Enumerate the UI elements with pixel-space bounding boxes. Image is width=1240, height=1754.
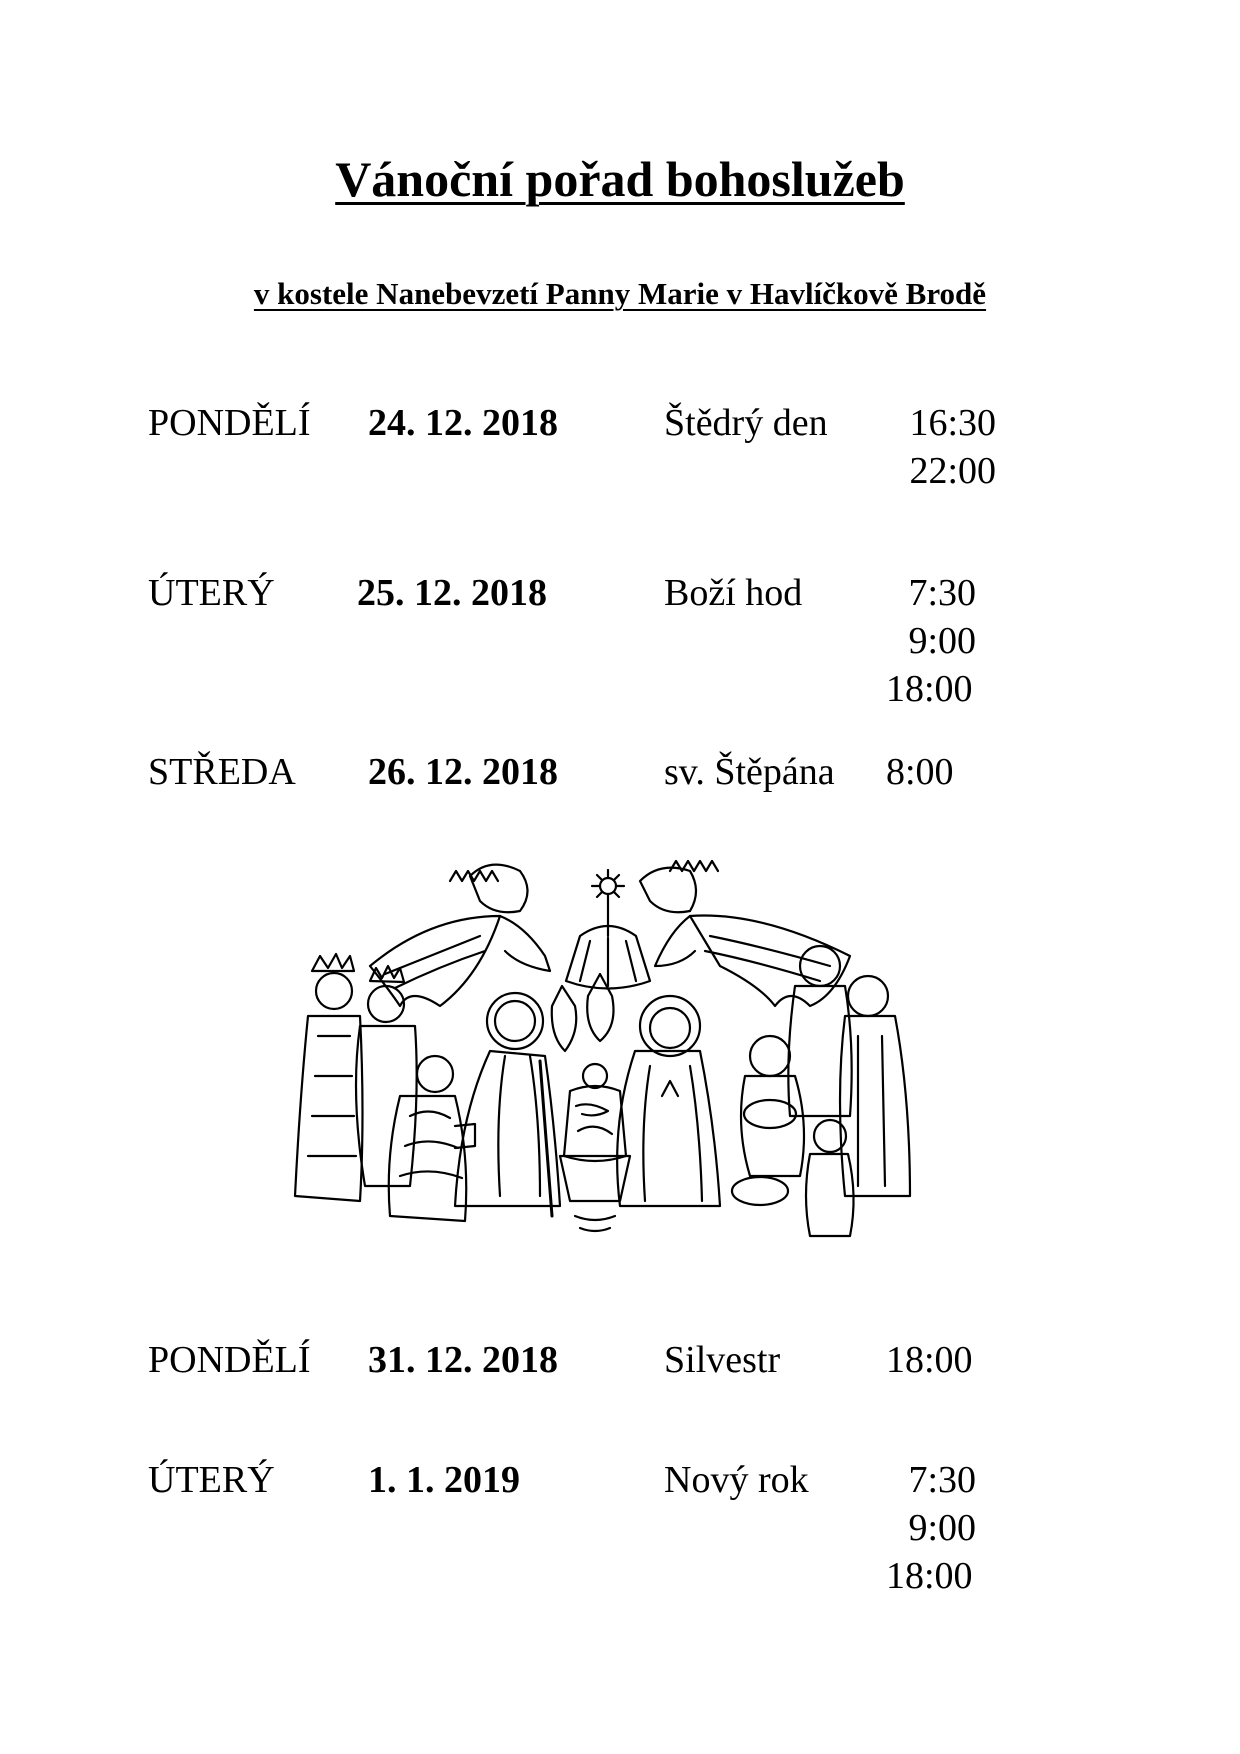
schedule-date: 24. 12. 2018: [368, 402, 558, 444]
schedule-time: 16:30: [909, 402, 996, 444]
child-shepherd-figure: [806, 1120, 854, 1236]
schedule-feast: Boží hod: [664, 572, 803, 614]
nativity-scene-illustration: [290, 856, 950, 1256]
schedule-time: 7:30: [908, 1459, 976, 1501]
page-title: Vánoční pořad bohoslužeb: [335, 151, 905, 207]
page-subtitle: v kostele Nanebevzetí Panny Marie v Havlíčkově Brodě: [253, 276, 987, 311]
left-angel-figure: [370, 865, 550, 1006]
schedule-time: 18:00: [886, 1555, 973, 1597]
shepherd-with-lamb-figure: [732, 1036, 804, 1205]
schedule-times: [886, 569, 976, 713]
schedule-time: 18:00: [886, 1339, 973, 1381]
schedule-date: 1. 1. 2019: [368, 1459, 520, 1501]
schedule-time: 22:00: [909, 450, 996, 492]
schedule-feast: sv. Štěpána: [664, 751, 835, 793]
schedule-time: 8:00: [886, 751, 954, 793]
schedule-date: 26. 12. 2018: [368, 751, 558, 793]
joseph-figure: [455, 993, 560, 1216]
schedule-times: [886, 748, 996, 796]
schedule-times: [886, 399, 996, 495]
schedule-day: STŘEDA: [148, 751, 296, 793]
schedule-day: PONDĚLÍ: [148, 402, 311, 444]
schedule-time: 9:00: [908, 620, 976, 662]
king-figure: [356, 966, 417, 1186]
right-angel-figure: [640, 861, 850, 1006]
schedule-day: PONDĚLÍ: [148, 1339, 311, 1381]
schedule-time: 7:30: [908, 572, 976, 614]
schedule-date: 25. 12. 2018: [357, 572, 547, 614]
schedule-times: [886, 1456, 976, 1600]
schedule-day: ÚTERÝ: [148, 572, 275, 614]
schedule-feast: Štědrý den: [664, 402, 828, 444]
schedule-time: 9:00: [908, 1507, 976, 1549]
schedule-time: 18:00: [886, 668, 973, 710]
schedule-feast: Nový rok: [664, 1459, 809, 1501]
schedule-times: [886, 1336, 996, 1384]
schedule-day: ÚTERÝ: [148, 1459, 275, 1501]
schedule-feast: Silvestr: [664, 1339, 781, 1381]
mary-figure: [617, 996, 720, 1206]
king-figure: [295, 954, 363, 1201]
schedule-date: 31. 12. 2018: [368, 1339, 558, 1381]
